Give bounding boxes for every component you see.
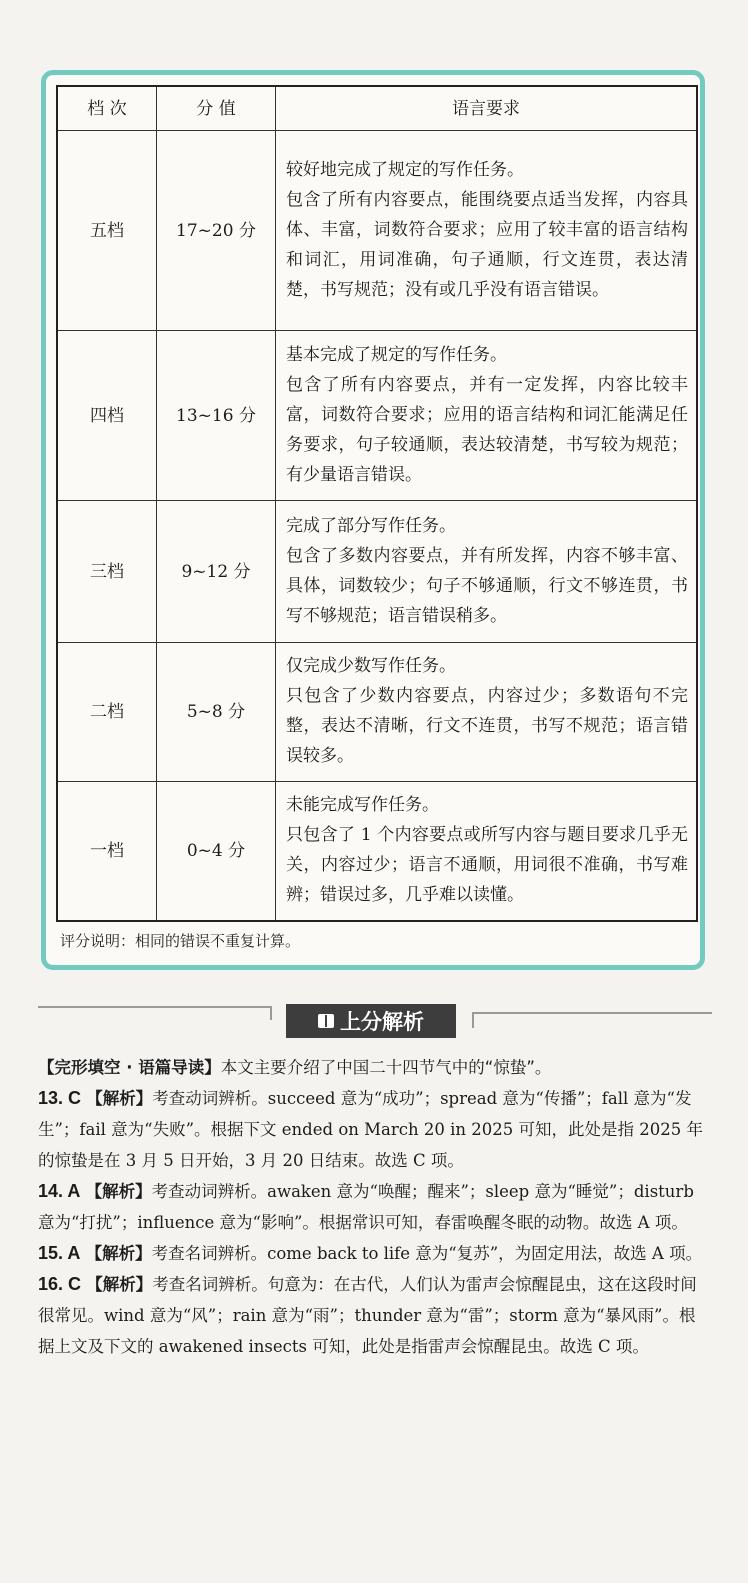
rubric-requirements	[276, 131, 698, 331]
rubric-requirements	[276, 782, 698, 921]
scoring-note: 评分说明：相同的错误不重复计算。	[60, 932, 301, 950]
answer-item	[38, 1083, 706, 1176]
analysis-tag: 【解析】	[86, 1089, 153, 1108]
rubric-row	[57, 331, 697, 501]
rubric-score: 9~12 分	[157, 501, 276, 643]
requirement-detail: 包含了所有内容要点，能围绕要点适当发挥，内容具体、丰富，词数符合要求；应用了较丰富的语言结构和词汇，用词准确，句子通顺，行文连贯，表达清楚，书写规范；没有或几乎没有语言错误。	[286, 189, 688, 300]
requirement-summary: 未能完成写作任务。	[286, 794, 439, 815]
analysis-tag: 【解析】	[85, 1182, 152, 1201]
passage-intro-text: 本文主要介绍了中国二十四节气中的“惊蛰”。	[220, 1058, 552, 1077]
answer-analysis	[38, 1052, 706, 1362]
question-number: 14. A	[38, 1181, 81, 1201]
requirement-summary: 完成了部分写作任务。	[286, 515, 456, 536]
rubric-requirements	[276, 331, 698, 501]
analysis-tag: 【解析】	[86, 1275, 153, 1294]
rubric-level: 五档	[57, 131, 157, 331]
header-score: 分 值	[157, 86, 276, 131]
rubric-row	[57, 131, 697, 331]
rubric-row	[57, 782, 697, 921]
rubric-score: 13~16 分	[157, 331, 276, 501]
rubric-row	[57, 501, 697, 643]
rubric-panel	[41, 70, 705, 970]
analysis-text: 考查名词辨析。come back to life 意为“复苏”，为固定用法，故选 A 项。	[151, 1244, 703, 1263]
answer-item	[38, 1269, 706, 1362]
requirement-summary: 较好地完成了规定的写作任务。	[286, 159, 524, 180]
analysis-text: 考查名词辨析。句意为：在古代，人们认为雷声会惊醒昆虫，这在这段时间很常见。wind 意为“风”；rain 意为“雨”；thunder 意为“雷”；storm 意为“暴风雨”。根据上文及下文的 awakened insects 可知，此处是指雷声会惊醒昆虫。故选 C 项。	[38, 1275, 697, 1356]
rubric-score: 17~20 分	[157, 131, 276, 331]
section-title: 上分解析	[340, 1010, 424, 1034]
requirement-detail: 包含了所有内容要点，并有一定发挥，内容比较丰富，词数符合要求；应用的语言结构和词汇能满足任务要求，句子较通顺，表达较清楚，书写较为规范；有少量语言错误。	[286, 374, 688, 485]
rubric-table	[56, 85, 698, 922]
rubric-level: 一档	[57, 782, 157, 921]
rubric-row	[57, 643, 697, 782]
book-icon	[318, 1014, 334, 1028]
requirement-detail: 只包含了 1 个内容要点或所写内容与题目要求几乎无关，内容过少；语言不通顺，用词很不准确，书写难辨；错误过多，几乎难以读懂。	[286, 824, 688, 905]
divider-right	[472, 1012, 712, 1028]
header-requirements: 语言要求	[276, 86, 698, 131]
requirement-summary: 基本完成了规定的写作任务。	[286, 344, 507, 365]
rubric-requirements	[276, 643, 698, 782]
answer-item	[38, 1238, 706, 1269]
passage-intro-tag: 【完形填空 · 语篇导读】	[38, 1058, 221, 1077]
question-number: 15. A	[38, 1243, 81, 1263]
rubric-level: 四档	[57, 331, 157, 501]
requirement-detail: 只包含了少数内容要点，内容过少；多数语句不完整，表达不清晰，行文不连贯，书写不规范；语言错误较多。	[286, 686, 688, 766]
passage-intro	[38, 1052, 706, 1083]
analysis-tag: 【解析】	[85, 1244, 152, 1263]
requirement-summary: 仅完成少数写作任务。	[286, 656, 456, 676]
section-title-badge	[286, 1004, 456, 1038]
rubric-header-row	[57, 86, 697, 131]
rubric-score: 0~4 分	[157, 782, 276, 921]
answer-item	[38, 1176, 706, 1238]
requirement-detail: 包含了多数内容要点，并有所发挥，内容不够丰富、具体，词数较少；句子不够通顺，行文不够连贯，书写不够规范；语言错误稍多。	[286, 545, 688, 626]
header-level: 档 次	[57, 86, 157, 131]
rubric-requirements	[276, 501, 698, 643]
rubric-level: 二档	[57, 643, 157, 782]
divider-left	[38, 1006, 272, 1020]
analysis-text: 考查动词辨析。succeed 意为“成功”；spread 意为“传播”；fall 意为“发生”；fail 意为“失败”。根据下文 ended on March 20 in 2025 可知，此处是指 2025 年的惊蛰是在 3 月 5 日开始，3 月 20 日结束。故选 C 项。	[38, 1089, 703, 1170]
question-number: 16. C	[38, 1274, 82, 1294]
section-header	[38, 1000, 710, 1044]
rubric-level: 三档	[57, 501, 157, 643]
analysis-text: 考查动词辨析。awaken 意为“唤醒；醒来”；sleep 意为“睡觉”；disturb 意为“打扰”；influence 意为“影响”。根据常识可知，春雷唤醒冬眠的动物。故选 A 项。	[38, 1182, 694, 1232]
question-number: 13. C	[38, 1088, 82, 1108]
rubric-score: 5~8 分	[157, 643, 276, 782]
